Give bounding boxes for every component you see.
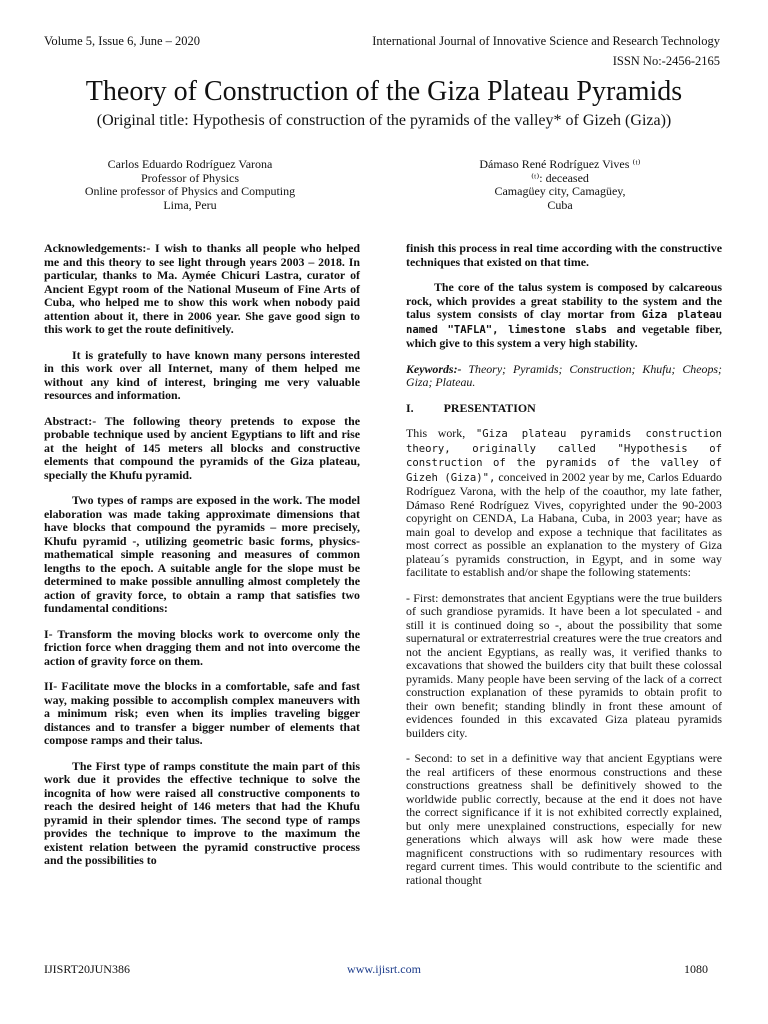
presentation-text-mono: "Giza plateau pyramids construction theory, originally called "Hypothesis of construction of the pyramids of the valley of Gizeh (Giza)", bbox=[406, 428, 723, 484]
header-journal: International Journal of Innovative Science and Research Technology bbox=[372, 34, 720, 48]
author-block-2 bbox=[410, 158, 710, 212]
talus-text-end: vegetable fiber, which give to this system a very high stability. bbox=[406, 321, 722, 350]
presentation-text-start: This work, bbox=[406, 426, 476, 440]
header-volume: Volume 5, Issue 6, June – 2020 bbox=[44, 34, 201, 48]
keywords-label: Keywords:- bbox=[406, 361, 462, 376]
author-1-location: Lima, Peru bbox=[163, 197, 217, 212]
second-statement-paragraph: - Second: to set in a definitive way that ancient Egyptians were the real artificers of these enormous constructions and these constructions greatness shall be definitively showed to the worldwide public correctly, because at the end it does not have the correct significance if it is not exhibited correctly explained, but only mere unexplained constructions, especially for new generations which always will ask how were made these magnificent constructions with so rudimentary resources with regard current times. This would contribute to the scientific and rational thought bbox=[406, 751, 722, 887]
author-2-city: Camagüey city, Camagüey, bbox=[494, 184, 626, 198]
section-title: PRESENTATION bbox=[443, 400, 536, 415]
right-column bbox=[406, 242, 722, 899]
condition-two-paragraph: II- Facilitate move the blocks in a comfortable, safe and fast way, making possible to accomplish complex maneuvers with a minimum risk; even when its implies traveling bigger distances and to transfer a bigger number of elements that compose ramps and their talus. bbox=[44, 679, 360, 747]
author-1-name: Carlos Eduardo Rodríguez Varona bbox=[107, 157, 273, 171]
ramps-paragraph: Two types of ramps are exposed in the work. The model elaboration was made taking approximate dimensions that have blocks that compound the pyramids – more precisely, Khufu pyramid -, utilizing geometric basic forms, physics-mathematical simple reasoning and measures of common lengths to the epoch. A suitable angle for the slope must be determined to make possible annulling almost completely the action of gravity force, to obtain a ramp that satisfies two fundamental conditions: bbox=[44, 493, 360, 615]
author-block-1 bbox=[40, 158, 340, 212]
footer-url[interactable]: www.ijisrt.com bbox=[347, 962, 421, 976]
first-statement-paragraph: - First: demonstrates that ancient Egyptians were the true builders of such grandiose pyramids. It have been a lot speculated - and still it is continued doing so -, about the possibility that some supernatural or extraterrestrial creatures were the true creators and not the ancient Egyptians, as really was, it verified thanks to excavations that showed the builders city that built these colossal pyramids. Many people have been serving of the lack of a correct construction explanation of these pyramids to obtain profit to their own benefit; standing blindly in front these amount of evidences founded in this excavated Giza plateau pyramids builders city. bbox=[406, 590, 722, 740]
talus-text-mono: Giza plateau named "TAFLA", limestone slabs and bbox=[406, 309, 722, 336]
section-heading bbox=[406, 402, 722, 416]
talus-paragraph bbox=[406, 281, 722, 351]
abstract-paragraph: Abstract:- The following theory pretends to expose the probable technique used by ancient Egyptians to lift and rise at the height of 145 meters all blocks and constructive elements that compound the pyramids of the Giza plateau, specially the Khufu pyramid. bbox=[44, 413, 360, 482]
continuation-paragraph: finish this process in real time according with the constructive techniques that existed on that time. bbox=[406, 241, 722, 269]
presentation-paragraph bbox=[406, 427, 722, 580]
section-number: I. bbox=[406, 400, 414, 415]
left-column bbox=[44, 242, 360, 880]
footer-code: IJISRT20JUN386 bbox=[44, 962, 130, 976]
gratitude-paragraph: It is gratefully to have known many persons interested in this work over all Internet, many of them helped me without any kind of interest, bringing me very valuable resources and information. bbox=[44, 347, 360, 402]
paper-title: Theory of Construction of the Giza Plateau Pyramids bbox=[85, 76, 683, 107]
acknowledgements-paragraph: Acknowledgements:- I wish to thanks all people who helped me and this theory to see light through years 2003 – 2018. In particular, thanks to Ma. Aymée Chicuri Lastra, curator of Ancient Egypt room of the National Museum of Fine Arts of Cuba, who helped me to show this work when nobody paid attention about it, there in 2006 year. She gave good sign to this work to get the route definitively. bbox=[44, 241, 360, 336]
author-1-role: Online professor of Physics and Computing bbox=[84, 184, 296, 198]
footer-page-number: 1080 bbox=[684, 962, 708, 976]
talus-text-start: The core of the talus system is composed by calcareous rock, which provides a great stability to the system and the talus system consists of clay mortar from bbox=[406, 280, 722, 321]
header-issn: ISSN No:-2456-2165 bbox=[612, 54, 720, 68]
first-ramps-paragraph: The First type of ramps constitute the main part of this work due it provides the effective technique to solve the incognita of how were raised all constructive components to reach the desired height of 146 meters that had the Khufu pyramid in their splendor times. The second type of ramps provides the technique to improve to the maximum the existent relation between the pyramid constructive process and the possibilities to bbox=[44, 758, 360, 867]
author-1-title: Professor of Physics bbox=[141, 170, 239, 185]
paper-subtitle: (Original title: Hypothesis of construction of the pyramids of the valley* of Gizeh (Giza)) bbox=[96, 112, 672, 129]
keywords-paragraph bbox=[406, 363, 722, 390]
author-2-note: ⁽ᵗ⁾: deceased bbox=[531, 170, 589, 185]
condition-one-paragraph: I- Transform the moving blocks work to overcome only the friction force when dragging them and not into overcome the action of gravity force on them. bbox=[44, 626, 360, 668]
keywords-list: Theory; Pyramids; Construction; Khufu; Cheops; Giza; Plateau. bbox=[406, 361, 722, 389]
author-2-country: Cuba bbox=[547, 197, 573, 212]
author-2-name: Dámaso René Rodríguez Vives ⁽ᵗ⁾ bbox=[479, 157, 641, 171]
presentation-text-end: conceived in 2002 year by me, Carlos Eduardo Rodríguez Varona, with the help of the coauthor, my late father, Dámaso René Rodríguez Vives, copyrighted under the 90-2003 copyright on CENDA, La Habana, Cuba, in 2003 year; have as main goal to develop and expose a technique that facilitates as most correct as possible an explanation to the mystery of Giza plateau´s pyramids construction, in Egypt, and in some way facilitate to establish and/or shape the following statements: bbox=[406, 469, 723, 579]
